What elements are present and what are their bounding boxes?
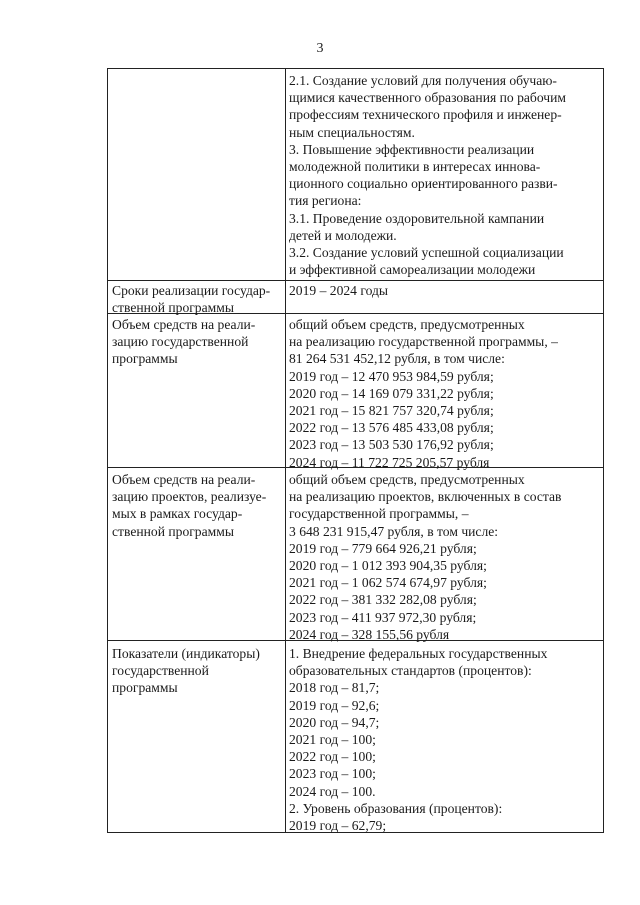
value-line: 81 264 531 452,12 рубля, в том числе: bbox=[289, 351, 505, 367]
row-2-value-cell bbox=[289, 316, 602, 471]
row-4-label-cell bbox=[112, 645, 284, 697]
value-line: общий объем средств, предусмотренных bbox=[289, 472, 525, 487]
label-line: Сроки реализации государ- bbox=[112, 283, 271, 298]
value-line: 3. Повышение эффективности реализации bbox=[289, 141, 535, 157]
value-line: 2022 год – 100; bbox=[289, 749, 376, 765]
value-line: профессиям технического профиля и инженер- bbox=[289, 107, 562, 123]
value-line: 3 648 231 915,47 рубля, в том числе: bbox=[289, 523, 499, 539]
label-line: Объем средств на реали- bbox=[112, 472, 256, 487]
row-3-label-cell bbox=[112, 471, 284, 540]
label-line: государственной bbox=[112, 663, 209, 679]
value-line: молодежной политики в интересах иннова- bbox=[289, 158, 541, 174]
label-line: зацию государственной bbox=[112, 334, 249, 350]
value-line: 2021 год – 1 062 574 674,97 рубля; bbox=[289, 575, 487, 591]
value-line: 2020 год – 1 012 393 904,35 рубля; bbox=[289, 557, 487, 573]
label-line: Показатели (индикаторы) bbox=[112, 646, 260, 661]
value-line: ным специальностям. bbox=[289, 124, 415, 140]
value-line: 2019 год – 62,79; bbox=[289, 817, 387, 833]
column-divider bbox=[285, 69, 286, 832]
label-line: программы bbox=[112, 680, 178, 696]
row-0-value-cell bbox=[289, 72, 602, 278]
label-line: программы bbox=[112, 351, 178, 367]
value-line: щимися качественного образования по рабочим bbox=[289, 90, 567, 106]
label-line: ственной программы bbox=[112, 523, 234, 539]
value-line: образовательных стандартов (процентов): bbox=[289, 663, 532, 679]
value-line: на реализацию государственной программы, – bbox=[289, 334, 558, 350]
value-line: ционного социально ориентированного разви- bbox=[289, 176, 558, 192]
value-line: 3.2. Создание условий успешной социализации bbox=[289, 244, 564, 260]
value-line: 2023 год – 13 503 530 176,92 рубля; bbox=[289, 437, 494, 453]
value-line: государственной программы, – bbox=[289, 506, 469, 522]
row-1-value-cell bbox=[289, 282, 602, 299]
value-line: 2023 год – 411 937 972,30 рубля; bbox=[289, 609, 477, 625]
value-line: 2019 год – 779 664 926,21 рубля; bbox=[289, 540, 477, 556]
value-line: 2022 год – 381 332 282,08 рубля; bbox=[289, 592, 477, 608]
value-line: детей и молодежи. bbox=[289, 227, 397, 243]
value-line: 2.1. Создание условий для получения обучаю- bbox=[289, 73, 557, 88]
row-2-label-cell bbox=[112, 316, 284, 368]
label-line: ственной программы bbox=[112, 300, 234, 316]
value-line: 2024 год – 11 722 725 205,57 рубля bbox=[289, 454, 490, 470]
label-line: мых в рамках государ- bbox=[112, 506, 243, 522]
value-line: 2024 год – 100. bbox=[289, 783, 376, 799]
value-line: 3.1. Проведение оздоровительной кампании bbox=[289, 210, 545, 226]
value-line: 2020 год – 94,7; bbox=[289, 714, 380, 730]
value-line: 2018 год – 81,7; bbox=[289, 680, 380, 696]
row-4-value-cell bbox=[289, 645, 602, 834]
value-line: 2. Уровень образования (процентов): bbox=[289, 800, 503, 816]
value-line: и эффективной самореализации молодежи bbox=[289, 262, 536, 278]
label-line: Объем средств на реали- bbox=[112, 317, 256, 332]
label-line: зацию проектов, реализуе- bbox=[112, 489, 267, 505]
value-line: 2023 год – 100; bbox=[289, 766, 376, 782]
value-line: тия региона: bbox=[289, 193, 362, 209]
value-line: 2022 год – 13 576 485 433,08 рубля; bbox=[289, 420, 494, 436]
value-line: 1. Внедрение федеральных государственных bbox=[289, 646, 548, 661]
row-3-value-cell bbox=[289, 471, 602, 643]
row-divider bbox=[108, 280, 603, 281]
value-line: 2019 год – 92,6; bbox=[289, 697, 380, 713]
value-line: 2019 год – 12 470 953 984,59 рубля; bbox=[289, 368, 494, 384]
row-1-label-cell bbox=[112, 282, 284, 316]
value-line: 2021 год – 15 821 757 320,74 рубля; bbox=[289, 402, 494, 418]
page-number: 3 bbox=[316, 41, 324, 56]
value-line: 2019 – 2024 годы bbox=[289, 283, 389, 298]
value-line: 2024 год – 328 155,56 рубля bbox=[289, 626, 450, 642]
value-line: 2021 год – 100; bbox=[289, 731, 376, 747]
value-line: на реализацию проектов, включенных в состав bbox=[289, 489, 562, 505]
value-line: общий объем средств, предусмотренных bbox=[289, 317, 525, 332]
program-passport-table bbox=[107, 68, 604, 833]
value-line: 2020 год – 14 169 079 331,22 рубля; bbox=[289, 385, 494, 401]
